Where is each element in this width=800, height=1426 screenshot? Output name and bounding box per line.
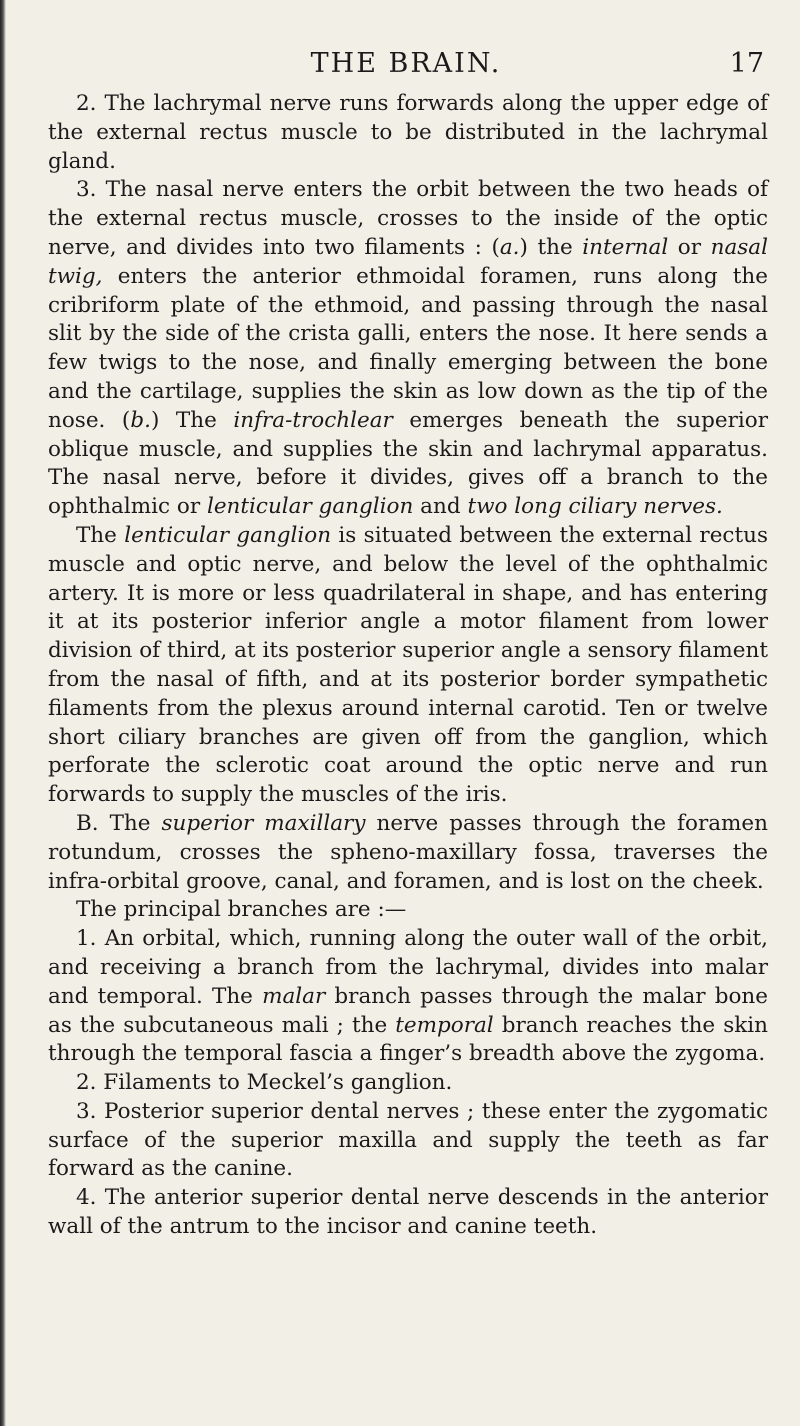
text-run: The [75, 522, 125, 548]
paragraph-orbital-branch [48, 925, 768, 1069]
paragraph-lachrymal-nerve [48, 90, 768, 176]
text-run: and [413, 494, 468, 520]
text-run: nerve passes through the foramen rotundum, crosses the spheno-maxillary fossa, traverses the infra-orbital groove, canal, and foramen, and is lost on the cheek. [48, 810, 769, 894]
paragraph-lenticular-ganglion [48, 522, 768, 810]
paragraph-meckels-filaments [48, 1069, 768, 1098]
text-run: emerges beneath the superior oblique muscle, and supplies the skin and lachrymal apparatus. The nasal nerve, before it divides, gives off a branch to the ophthalmic or [48, 407, 768, 520]
text-run: 4. The anterior superior dental nerve descends in the anterior wall of the antrum to the incisor and canine teeth. [48, 1185, 768, 1240]
text-run: ) The [150, 407, 234, 433]
page-body [48, 90, 768, 1242]
text-run: or [668, 234, 711, 260]
paragraph-anterior-dental [48, 1184, 768, 1242]
text-run: The principal branches are :— [75, 897, 407, 923]
running-title: THE BRAIN. [310, 48, 502, 79]
italic-term: malar [262, 983, 326, 1009]
italic-term: a. [499, 234, 520, 260]
italic-term: lenticular ganglion [124, 522, 332, 548]
paragraph-principal-branches [48, 896, 768, 925]
italic-term: superior maxillary [161, 810, 366, 836]
text-run: 3. The nasal nerve enters the orbit between the two heads of the external rectus muscle, crosses to the inside of the optic nerve, and divides into two filaments : ( [48, 177, 768, 260]
text-run: branch passes through the malar bone as the subcutaneous mali ; the [48, 983, 768, 1038]
text-run: is situated between the external rectus muscle and optic nerve, and below the level of the ophthalmic artery. It is more or less quadrilateral in shape, and has entering it at its posterior inferior angle a motor filament from lower division of third, at its posterior superior angle a sensory filament from the nasal of fifth, and at its posterior border sympathetic filaments from the plexus around internal carotid. Ten or twelve short ciliary branches are given off from the ganglion, which perforate the sclerotic coat around the optic nerve and run forwards to supply the muscles of the iris. [48, 522, 768, 808]
italic-term: lenticular ganglion [206, 494, 414, 520]
text-run: 1. An orbital, which, running along the outer wall of the orbit, and receiving a branch from the lachrymal, divides into malar and temporal. The [48, 926, 768, 1009]
italic-term: temporal [395, 1012, 494, 1038]
italic-term: internal [582, 234, 669, 260]
text-run: 3. Posterior superior dental nerves ; these enter the zygomatic surface of the superior maxilla and supply the teeth as far forward as the canine. [48, 1098, 768, 1182]
italic-term: infra-trochlear [233, 407, 393, 433]
paragraph-nasal-nerve [48, 176, 768, 522]
italic-term: two long ciliary nerves. [467, 494, 723, 520]
text-run: ) the [519, 234, 583, 260]
text-run: branch reaches the skin through the temporal fascia a finger’s breadth above the zygoma. [48, 1012, 768, 1067]
book-spine-edge [0, 0, 6, 1426]
page-header [48, 48, 764, 84]
text-run: enters the anterior ethmoidal foramen, runs along the cribriform plate of the ethmoid, and passing through the nasal slit by the side of the crista galli, enters the nose. It here sends a few twigs to the nose, and finally emerging between the bone and the cartilage, supplies the skin as low down as the tip of the nose. ( [48, 263, 768, 433]
text-run: 2. Filaments to Meckel’s ganglion. [75, 1070, 453, 1096]
text-run: 2. The lachrymal nerve runs forwards along the upper edge of the external rectus muscle to be distributed in the lachrymal gland. [48, 91, 768, 174]
page-number: 17 [729, 48, 764, 79]
text-run: B. The [75, 810, 162, 836]
paragraph-superior-maxillary [48, 810, 768, 896]
italic-term: nasal twig, [48, 234, 769, 289]
paragraph-posterior-dental [48, 1098, 768, 1184]
italic-term: b. [130, 407, 151, 433]
